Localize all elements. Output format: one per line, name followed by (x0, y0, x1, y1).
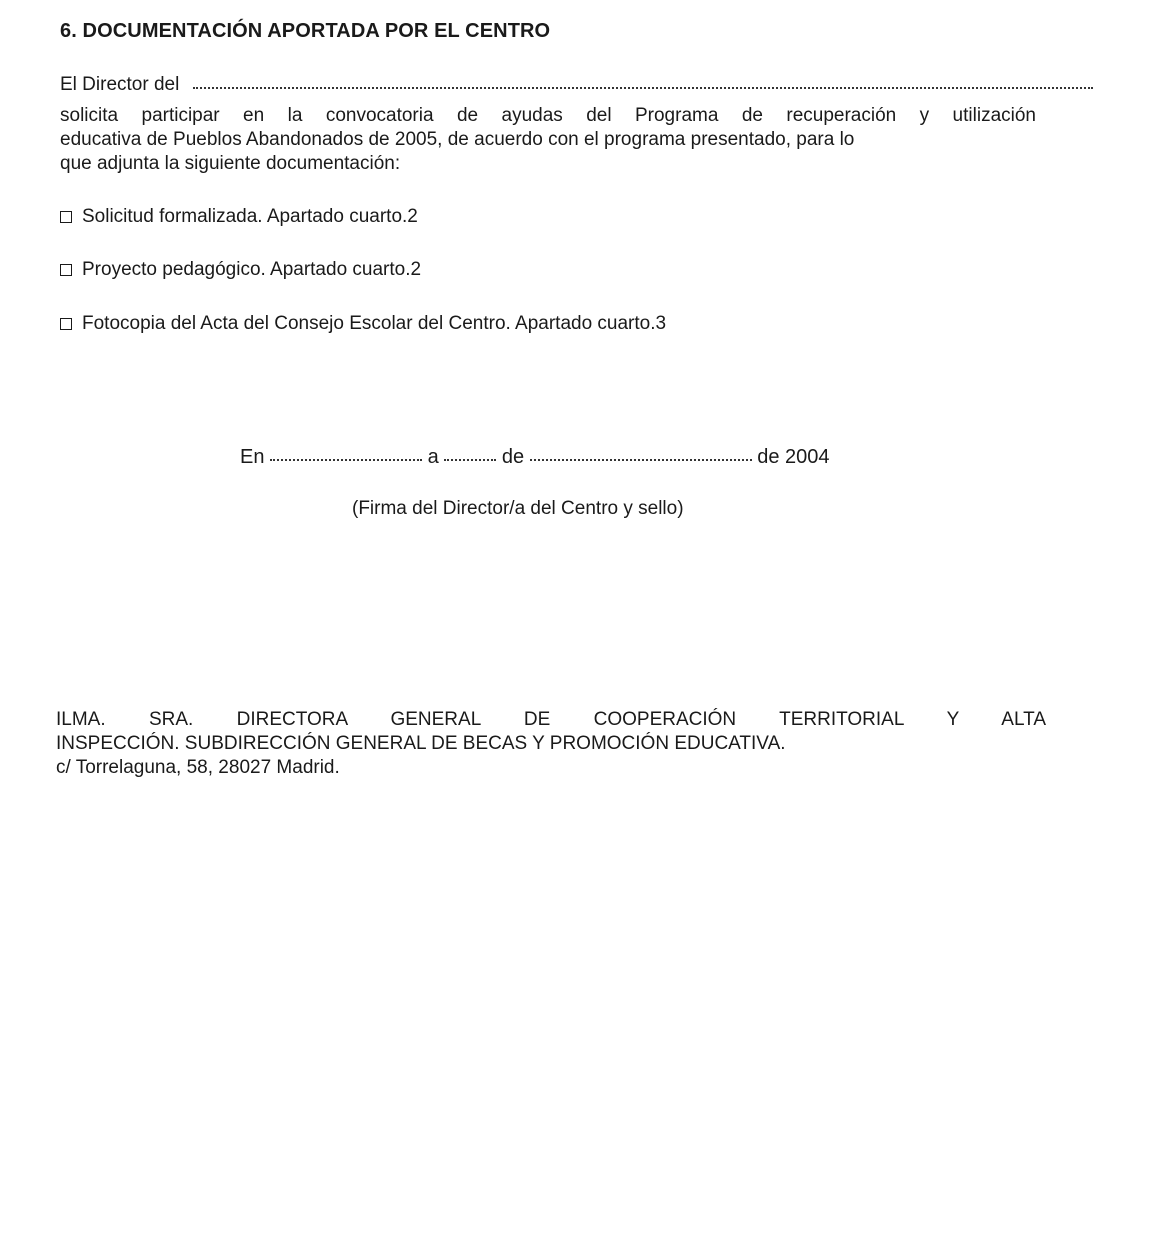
request-line-3: que adjunta la siguiente documentación: (60, 153, 401, 174)
addressee-line-3: c/ Torrelaguna, 58, 28027 Madrid. (56, 757, 340, 778)
request-line-1: solicita participar en la convocatoria de ayudas del Programa de recuperación y utilización (60, 105, 1036, 126)
director-center-blank[interactable] (193, 85, 1093, 89)
date-de-label: de (501, 446, 525, 468)
checkbox-proyecto[interactable] (60, 264, 72, 276)
addressee-line-1: ILMA. SRA. DIRECTORA GENERAL DE COOPERACIÓN TERRITORIAL Y ALTA (56, 709, 1046, 730)
document-label-acta: Fotocopia del Acta del Consejo Escolar del Centro. Apartado cuarto.3 (82, 313, 667, 334)
document-item-proyecto (60, 259, 421, 281)
director-field-row (60, 74, 1112, 96)
date-a-label: a (427, 446, 439, 468)
document-label-proyecto: Proyecto pedagógico. Apartado cuarto.2 (82, 259, 422, 280)
checkbox-solicitud[interactable] (60, 211, 72, 223)
section-title: 6. DOCUMENTACIÓN APORTADA POR EL CENTRO (60, 20, 551, 42)
date-line (240, 445, 830, 469)
place-blank[interactable] (270, 457, 422, 461)
date-year-label: de 2004 (757, 446, 830, 468)
signature-caption: (Firma del Director/a del Centro y sello) (352, 498, 684, 519)
director-label: El Director del (60, 74, 180, 95)
day-blank[interactable] (444, 457, 496, 461)
request-line-2: educativa de Pueblos Abandonados de 2005, de acuerdo con el programa presentado, para lo (60, 129, 855, 150)
document-item-solicitud (60, 206, 418, 228)
month-blank[interactable] (530, 457, 752, 461)
request-paragraph (60, 104, 1036, 176)
document-item-acta (60, 313, 666, 335)
document-label-solicitud: Solicitud formalizada. Apartado cuarto.2 (82, 206, 418, 227)
addressee-line-2: INSPECCIÓN. SUBDIRECCIÓN GENERAL DE BECAS Y PROMOCIÓN EDUCATIVA. (56, 733, 786, 754)
date-en-label: En (240, 446, 265, 468)
checkbox-acta[interactable] (60, 318, 72, 330)
addressee-block (56, 708, 1046, 780)
